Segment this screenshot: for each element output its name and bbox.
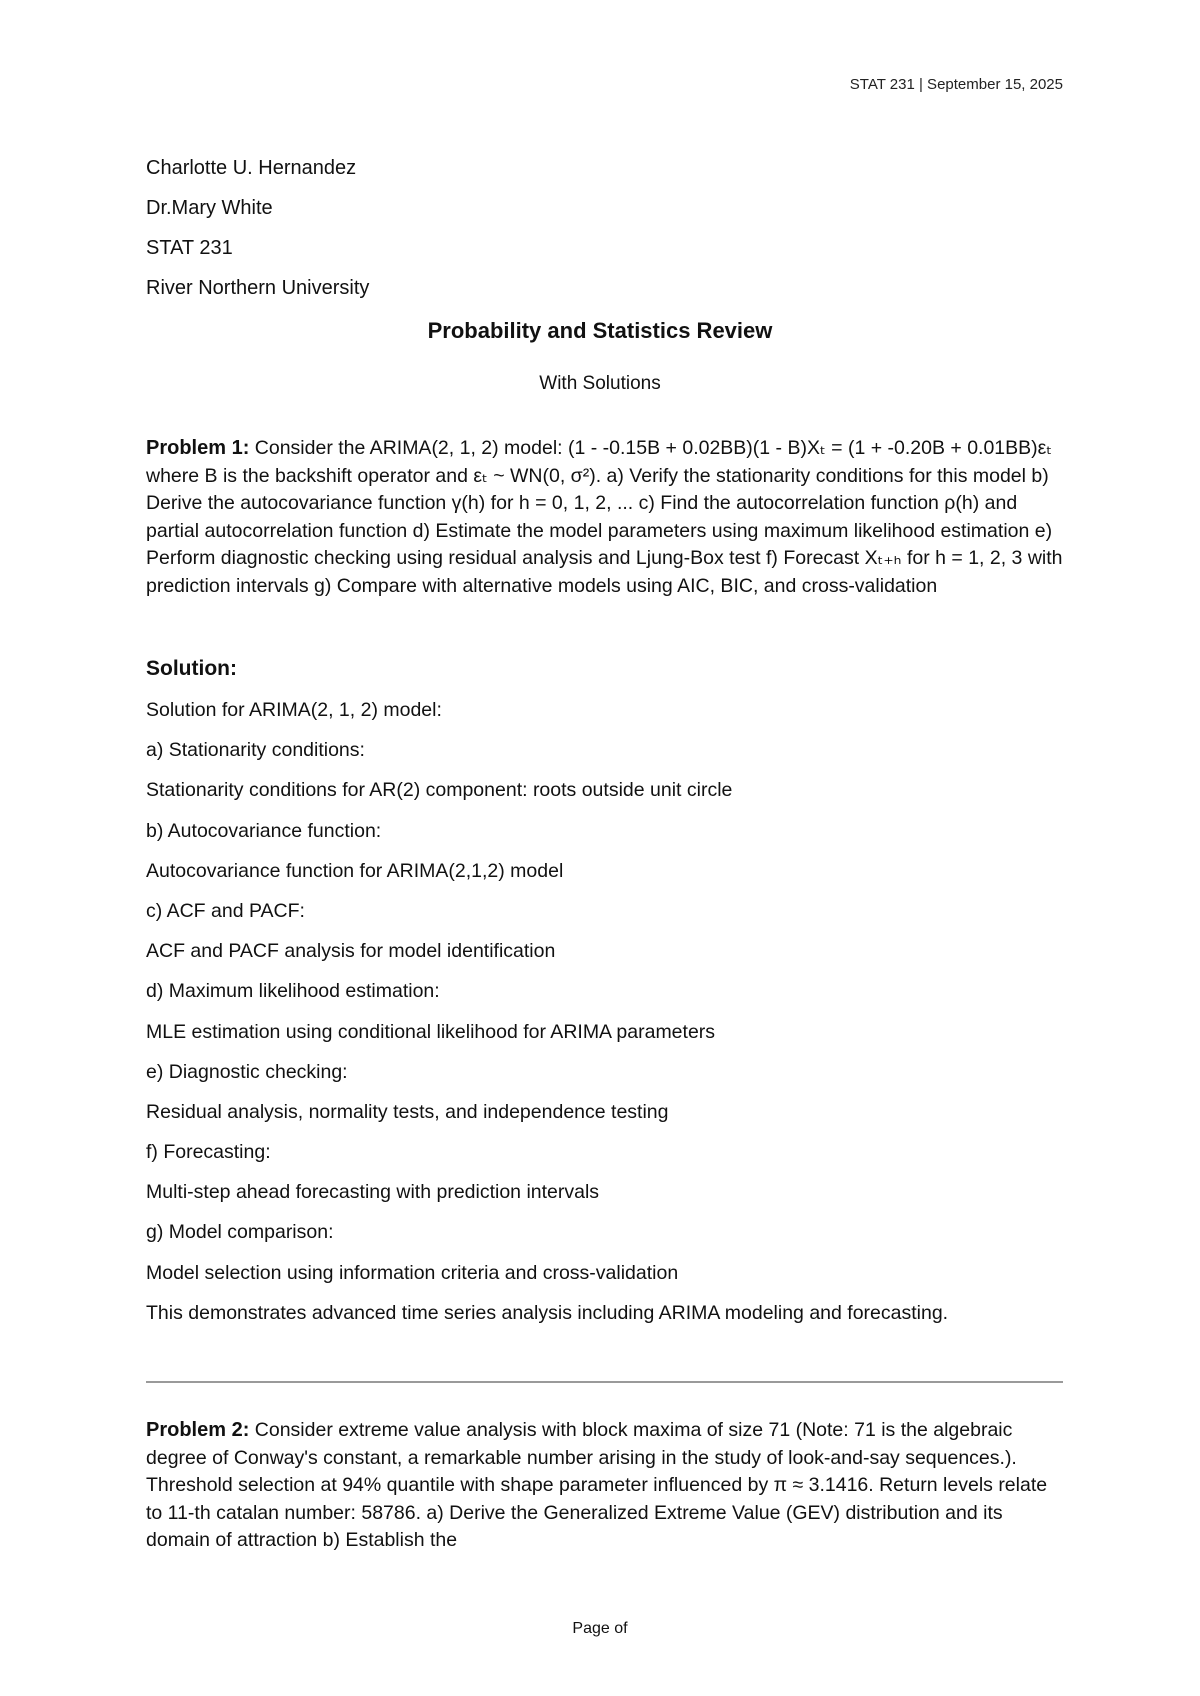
student-name: Charlotte U. Hernandez xyxy=(146,157,357,179)
solution-heading: Solution: xyxy=(146,657,237,680)
section-divider xyxy=(146,1381,1063,1383)
solution-line: ACF and PACF analysis for model identification xyxy=(146,940,556,963)
university-name: River Northern University xyxy=(146,277,370,299)
solution-line: a) Stationarity conditions: xyxy=(146,739,365,762)
page-footer: Page of xyxy=(572,1620,628,1637)
solution-line: f) Forecasting: xyxy=(146,1141,271,1164)
solution-line: g) Model comparison: xyxy=(146,1221,334,1244)
problem-2-label: Problem 2: xyxy=(146,1419,250,1441)
solution-line: e) Diagnostic checking: xyxy=(146,1060,348,1083)
solution-line: d) Maximum likelihood estimation: xyxy=(146,980,440,1003)
document-subtitle: With Solutions xyxy=(539,373,661,394)
problem-1-text: Consider the ARIMA(2, 1, 2) model: (1 - -0.15B + 0.02BB)(1 - B)Xₜ = (1 + -0.20B + 0.01BB)εₜ where B is the backshift operator and εₜ ~ WN(0, σ²). a) Verify the stationarity conditions for this model b) Derive the autocovariance function γ(h) for h = 0, 1, 2, ... c) Find the autocorrelation function ρ(h) and partial autocorrelation function d) Estimate the model parameters using maximum likelihood estimation e) Perform diagnostic checking using residual analysis and Ljung-Box test f) Forecast Xₜ₊ₕ for h = 1, 2, 3 with prediction intervals g) Compare with alternative models using AIC, BIC, and cross-validation xyxy=(146,437,1063,597)
solution-line: MLE estimation using conditional likelihood for ARIMA parameters xyxy=(146,1020,716,1043)
page-header: STAT 231 | September 15, 2025 xyxy=(849,76,1063,93)
solution-line: Multi-step ahead forecasting with prediction intervals xyxy=(146,1181,600,1204)
solution-line: b) Autocovariance function: xyxy=(146,819,382,842)
problem-2-text: Consider extreme value analysis with block maxima of size 71 (Note: 71 is the algebraic degree of Conway's constant, a remarkable number arising in the study of look-and-say sequences.). Threshold selection at 94% quantile with shape parameter influenced by π ≈ 3.1416. Return levels relate to 11-th catalan number: 58786. a) Derive the Generalized Extreme Value (GEV) distribution and its domain of attraction b) Establish the xyxy=(146,1419,1048,1551)
solution-line: Autocovariance function for ARIMA(2,1,2) model xyxy=(146,859,564,882)
document-title: Probability and Statistics Review xyxy=(427,318,773,343)
solution-conclusion: This demonstrates advanced time series analysis including ARIMA modeling and forecasting. xyxy=(146,1302,949,1324)
solution-line: Model selection using information criteria and cross-validation xyxy=(146,1261,679,1284)
solution-line: Stationarity conditions for AR(2) component: roots outside unit circle xyxy=(146,779,733,802)
solution-line: Residual analysis, normality tests, and independence testing xyxy=(146,1100,669,1123)
problem-2 xyxy=(146,1417,1066,1555)
solution-line: c) ACF and PACF: xyxy=(146,899,305,922)
solution-body xyxy=(146,697,732,1300)
author-block xyxy=(146,148,369,308)
problem-1 xyxy=(146,435,1066,600)
instructor-name: Dr.Mary White xyxy=(146,197,273,219)
course-code: STAT 231 xyxy=(146,237,233,259)
problem-1-label: Problem 1: xyxy=(146,437,250,459)
solution-line: Solution for ARIMA(2, 1, 2) model: xyxy=(146,699,442,721)
